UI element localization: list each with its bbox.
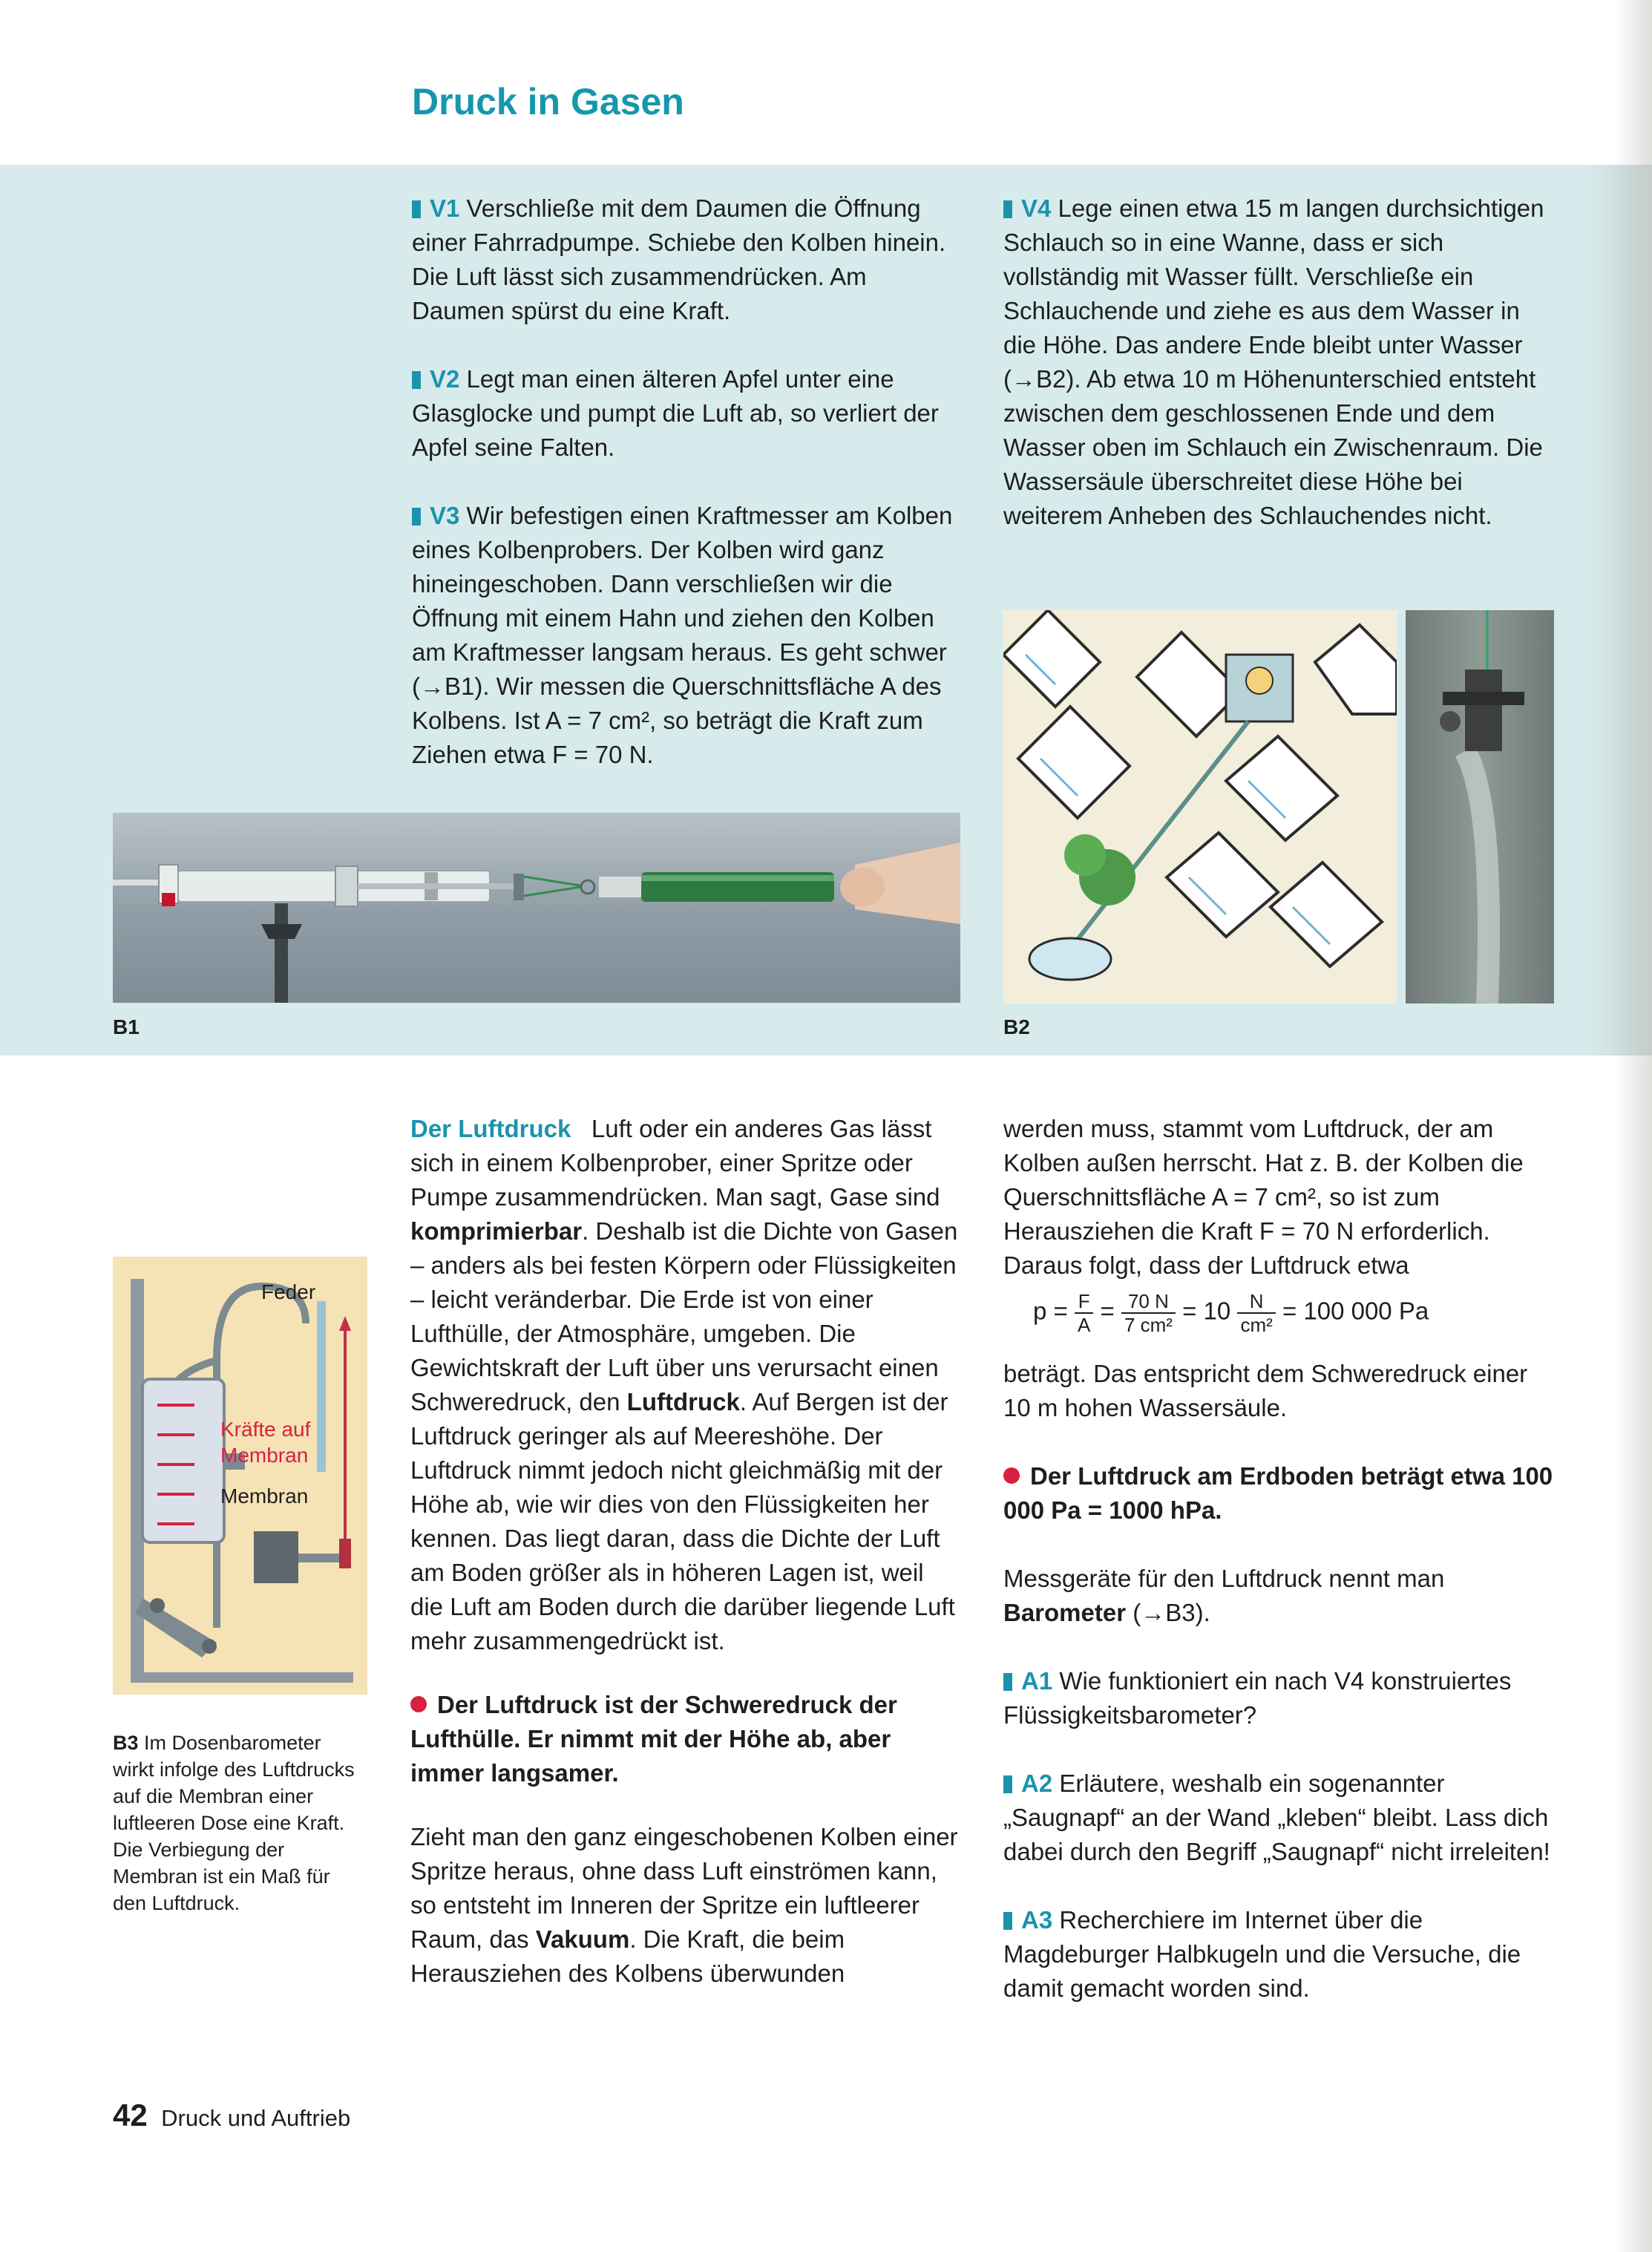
luftdruck-paragraph [410,1112,960,1658]
v1-tag: V1 [412,192,459,226]
b3-label-kraefte-1: Kräfte auf [220,1418,311,1441]
pressure-formula [1003,1290,1556,1349]
syringe-illustration [113,813,960,1003]
v4-tag: V4 [1003,192,1051,226]
formula-eq: = [1100,1297,1115,1325]
square-icon [412,371,421,389]
task-a1 [1003,1664,1556,1732]
main-column-left [410,1112,960,2025]
v3-tag: V3 [412,499,459,533]
bold-term-barometer: Barometer [1003,1599,1127,1626]
experiments-left [412,192,957,806]
paragraph-text: . Die Kraft, die beim Herausziehen des Kolbens überwunden [410,1925,845,1987]
square-icon [1003,1912,1012,1930]
a3-tag: A3 [1003,1903,1052,1937]
b3-caption-label: B3 [113,1732,139,1754]
bold-term-vakuum: Vakuum [535,1925,630,1953]
v3-text: Wir befestigen einen Kraftmesser am Kolben eines Kolbenprobers. Der Kolben wird ganz hineingeschoben. Dann verschließen wir die Öffnung mit einem Hahn und ziehen den Kolben am Kraftmesser langsam heraus. Es geht schwer (→B1). Wir messen die Querschnittsfläche A des Kolbens. Ist A = 7 cm², so beträgt die Kraft zum Ziehen etwa F = 70 N. [412,502,953,768]
square-icon [1003,1673,1012,1691]
barometer-paragraph [1003,1562,1556,1630]
formula-result: = 100 000 Pa [1282,1297,1429,1325]
experiment-v4 [1003,192,1556,533]
formula-lhs: p = [1033,1297,1068,1325]
bullet-dot-icon [1003,1467,1020,1484]
a1-text: Wie funktioniert ein nach V4 konstruiertes Flüssigkeitsbarometer? [1003,1667,1512,1729]
key-statement-2: Der Luftdruck am Erdboden beträgt etwa 100 000 Pa = 1000 hPa. [1003,1462,1553,1524]
b3-label-membran: Membran [220,1485,309,1508]
paragraph-text: (→B3). [1126,1599,1210,1626]
experiments-right [1003,192,1556,567]
chapter-name: Druck und Auftrieb [161,2105,351,2131]
fraction-values: $\frac{70 N}{\text{7 cm²}}$ [1121,1290,1176,1336]
a2-tag: A2 [1003,1767,1052,1801]
section-heading: Der Luftdruck [410,1115,571,1142]
hose-drawing [1406,610,1554,1004]
paragraph-text: Zieht man den ganz eingeschobenen Kolben einer Spritze heraus, ohne dass Luft einströmen kann, so entsteht im Inneren der Spritze ein luftleerer Raum, das [410,1823,958,1953]
wassersaeule-paragraph: beträgt. Das entspricht dem Schweredruck einer 10 m hohen Wassersäule. [1003,1360,1528,1421]
paragraph-text: . Deshalb ist die Dichte von Gasen – anders als bei festen Körpern oder Flüssigkeiten – leicht veränderbar. Die Erde ist von einer Lufthülle, der Atmosphäre, umgeben. Die Gewichtskraft der Luft über uns verursacht einen Schweredruck, den [410,1217,958,1415]
b1-label: B1 [113,1015,140,1038]
a1-tag: A1 [1003,1664,1052,1698]
paragraph-text: Messgeräte für den Luftdruck nennt man [1003,1565,1445,1592]
formula-eq: = 10 [1182,1297,1231,1325]
b3-caption [113,1729,365,1917]
square-icon [1003,1775,1012,1793]
druck-paragraph: werden muss, stammt vom Luftdruck, der am Kolben außen herrscht. Hat z. B. der Kolben die Querschnittsfläche A = 7 cm², so ist zum Herausziehen die Kraft F = 70 N erforderlich. Daraus folgt, dass der Luftdruck etwa [1003,1115,1524,1279]
fraction-f-a: $\frac{F}{A}$ [1075,1290,1093,1336]
v2-text: Legt man einen älteren Apfel unter eine Glasglocke und pumpt die Luft ab, so verliert der Apfel seine Falten. [412,365,939,461]
bullet-dot-icon [410,1696,427,1712]
v1-text: Verschließe mit dem Daumen die Öffnung einer Fahrradpumpe. Schiebe den Kolben hinein. Die Luft lässt sich zusammendrücken. Am Daumen spürst du eine Kraft. [412,194,946,324]
task-a2 [1003,1767,1556,1869]
v4-text: Lege einen etwa 15 m langen durchsichtigen Schlauch so in eine Wanne, dass er sich vollständig mit Wasser füllt. Verschließe ein Schlauchende und ziehe es aus dem Wasser in die Höhe. Das andere Ende bleibt unter Wasser (→B2). Ab etwa 10 m Höhenunterschied entsteht zwischen dem geschlossenen Ende und dem Wasser oben im Schlauch ein Zwischenraum. Die Wassersäule überschreitet diese Höhe bei weiterem Anheben des Schlauchendes nicht. [1003,194,1544,529]
page-edge-shadow [1614,0,1652,2252]
page-number: 42 [113,2098,148,2132]
b3-caption-text: Im Dosenbarometer wirkt infolge des Luftdrucks auf die Membran einer luftleeren Dose eine Kraft. Die Verbiegung der Membran ist ein Maß für den Luftdruck. [113,1732,355,1914]
b3-label-feder: Feder [261,1280,316,1303]
bold-term-luftdruck: Luftdruck [626,1388,740,1415]
main-column-right [1003,1112,1556,2040]
paragraph-text: . Auf Bergen ist der Luftdruck geringer als auf Meereshöhe. Der Luftdruck nimmt jedoch nicht gleichmäßig mit der Höhe ab, wie wir dies von den Flüssigkeiten her kennen. Das liegt daran, dass die Dichte der Luft am Boden größer als in höheren Lagen ist, weil die Luft am Boden durch die darüber liegende Luft mehr zusammengedrückt ist. [410,1388,955,1654]
experiment-v2 [412,362,957,465]
square-icon [412,200,421,218]
b3-barometer-diagram [113,1257,367,1695]
experiment-v1 [412,192,957,328]
page-footer [113,2098,350,2133]
square-icon [412,508,421,526]
vakuum-paragraph [410,1820,960,1991]
barometer-drawing [113,1257,367,1695]
key-statement-1: Der Luftdruck ist der Schweredruck der Lufthülle. Er nimmt mit der Höhe ab, aber immer langsamer. [410,1691,897,1787]
experiment-v3 [412,499,957,772]
task-a3 [1003,1903,1556,2006]
b1-syringe-photo [113,813,960,1003]
b2-label: B2 [1003,1015,1030,1038]
page-title: Druck in Gasen [412,81,684,122]
paragraph-text: Luft oder ein anderes Gas lässt sich in einem Kolbenprober, einer Spritze oder Pumpe zusammendrücken. Man sagt, Gase sind [410,1115,940,1211]
fraction-units: $\frac{N}{\text{cm²}}$ [1237,1290,1275,1336]
b3-label-kraefte-2: Membran [220,1444,309,1467]
b2-house-illustration [1003,610,1397,1004]
b2-hose-photo [1406,610,1554,1004]
a3-text: Recherchiere im Internet über die Magdeburger Halbkugeln und die Versuche, die damit gemacht worden sind. [1003,1906,1521,2002]
a2-text: Erläutere, weshalb ein sogenannter „Saugnapf“ an der Wand „kleben“ bleibt. Lass dich dabei durch den Begriff „Saugnapf“ nicht irreleiten! [1003,1770,1550,1865]
bold-term-komprimierbar: komprimierbar [410,1217,583,1245]
square-icon [1003,200,1012,218]
house-drawing [1003,610,1397,1004]
v2-tag: V2 [412,362,459,396]
